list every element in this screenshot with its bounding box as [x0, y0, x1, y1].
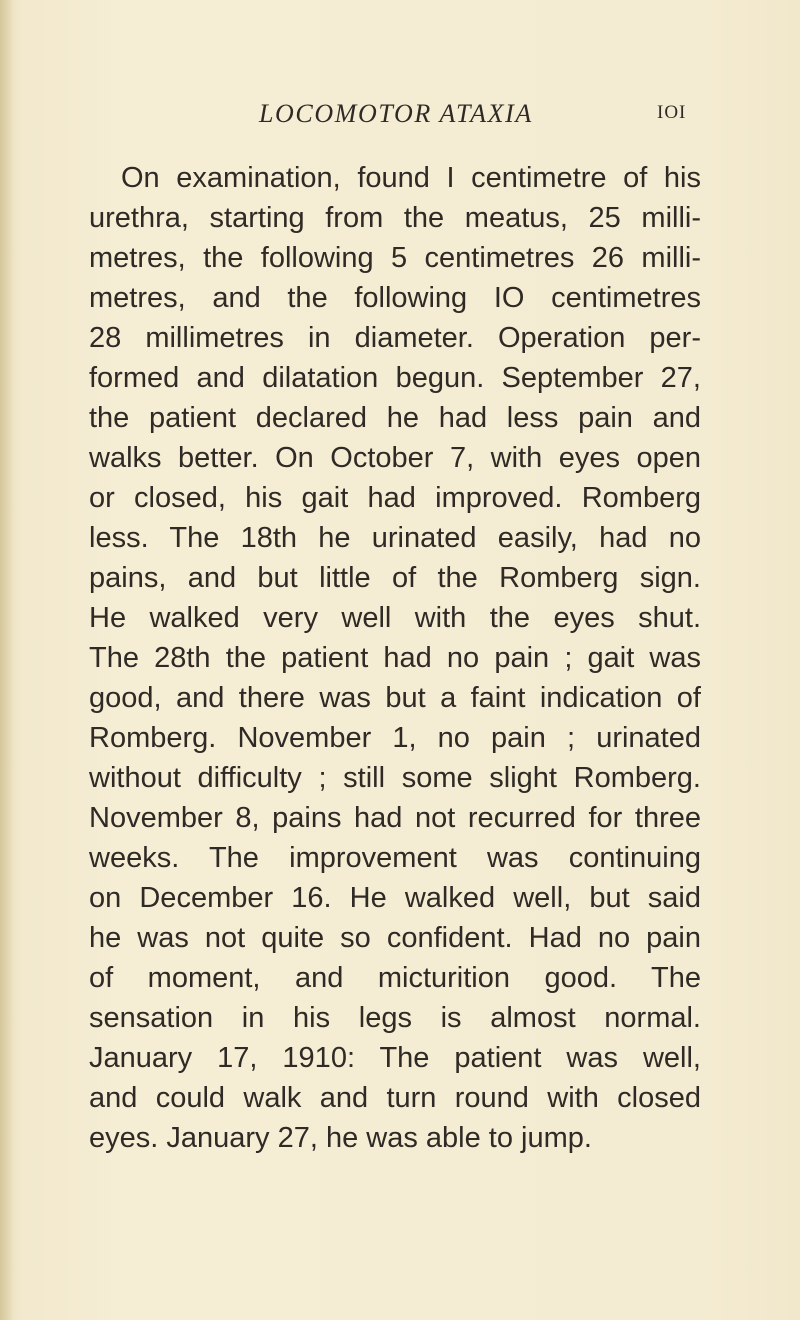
running-header [0, 99, 800, 139]
text-line: metres, and the following IO centimetres [89, 282, 701, 314]
text-line: the patient declared he had less pain and [89, 402, 701, 434]
text-line: and could walk and turn round with closed [89, 1082, 701, 1114]
text-line: November 8, pains had not recurred for three [89, 802, 701, 834]
text-line: sensation in his legs is almost normal. [89, 1002, 701, 1034]
text-line: on December 16. He walked well, but said [89, 882, 701, 914]
text-line: formed and dilatation begun. September 27, [89, 362, 701, 394]
text-line: or closed, his gait had improved. Romberg [89, 482, 701, 514]
text-line: without difficulty ; still some slight Romberg. [89, 762, 701, 794]
text-line: January 17, 1910: The patient was well, [89, 1042, 701, 1074]
text-line: walks better. On October 7, with eyes open [89, 442, 701, 474]
text-line: metres, the following 5 centimetres 26 milli- [89, 242, 701, 274]
text-line: of moment, and micturition good. The [89, 962, 701, 994]
text-line: eyes. January 27, he was able to jump. [89, 1122, 592, 1154]
text-line: 28 millimetres in diameter. Operation per- [89, 322, 701, 354]
text-line: pains, and but little of the Romberg sign. [89, 562, 701, 594]
page-number: IOI [657, 102, 687, 123]
text-line: On examination, found I centimetre of his [121, 162, 701, 194]
text-line: he was not quite so confident. Had no pain [89, 922, 701, 954]
text-line: weeks. The improvement was continuing [89, 842, 701, 874]
text-line: good, and there was but a faint indication of [89, 682, 701, 714]
text-line: urethra, starting from the meatus, 25 milli- [89, 202, 701, 234]
running-title: LOCOMOTOR ATAXIA [259, 99, 533, 128]
text-line: less. The 18th he urinated easily, had no [89, 522, 701, 554]
page-gutter-shadow [0, 0, 14, 1320]
text-line: He walked very well with the eyes shut. [89, 602, 701, 634]
text-line: Romberg. November 1, no pain ; urinated [89, 722, 701, 754]
text-line: The 28th the patient had no pain ; gait was [89, 642, 701, 674]
